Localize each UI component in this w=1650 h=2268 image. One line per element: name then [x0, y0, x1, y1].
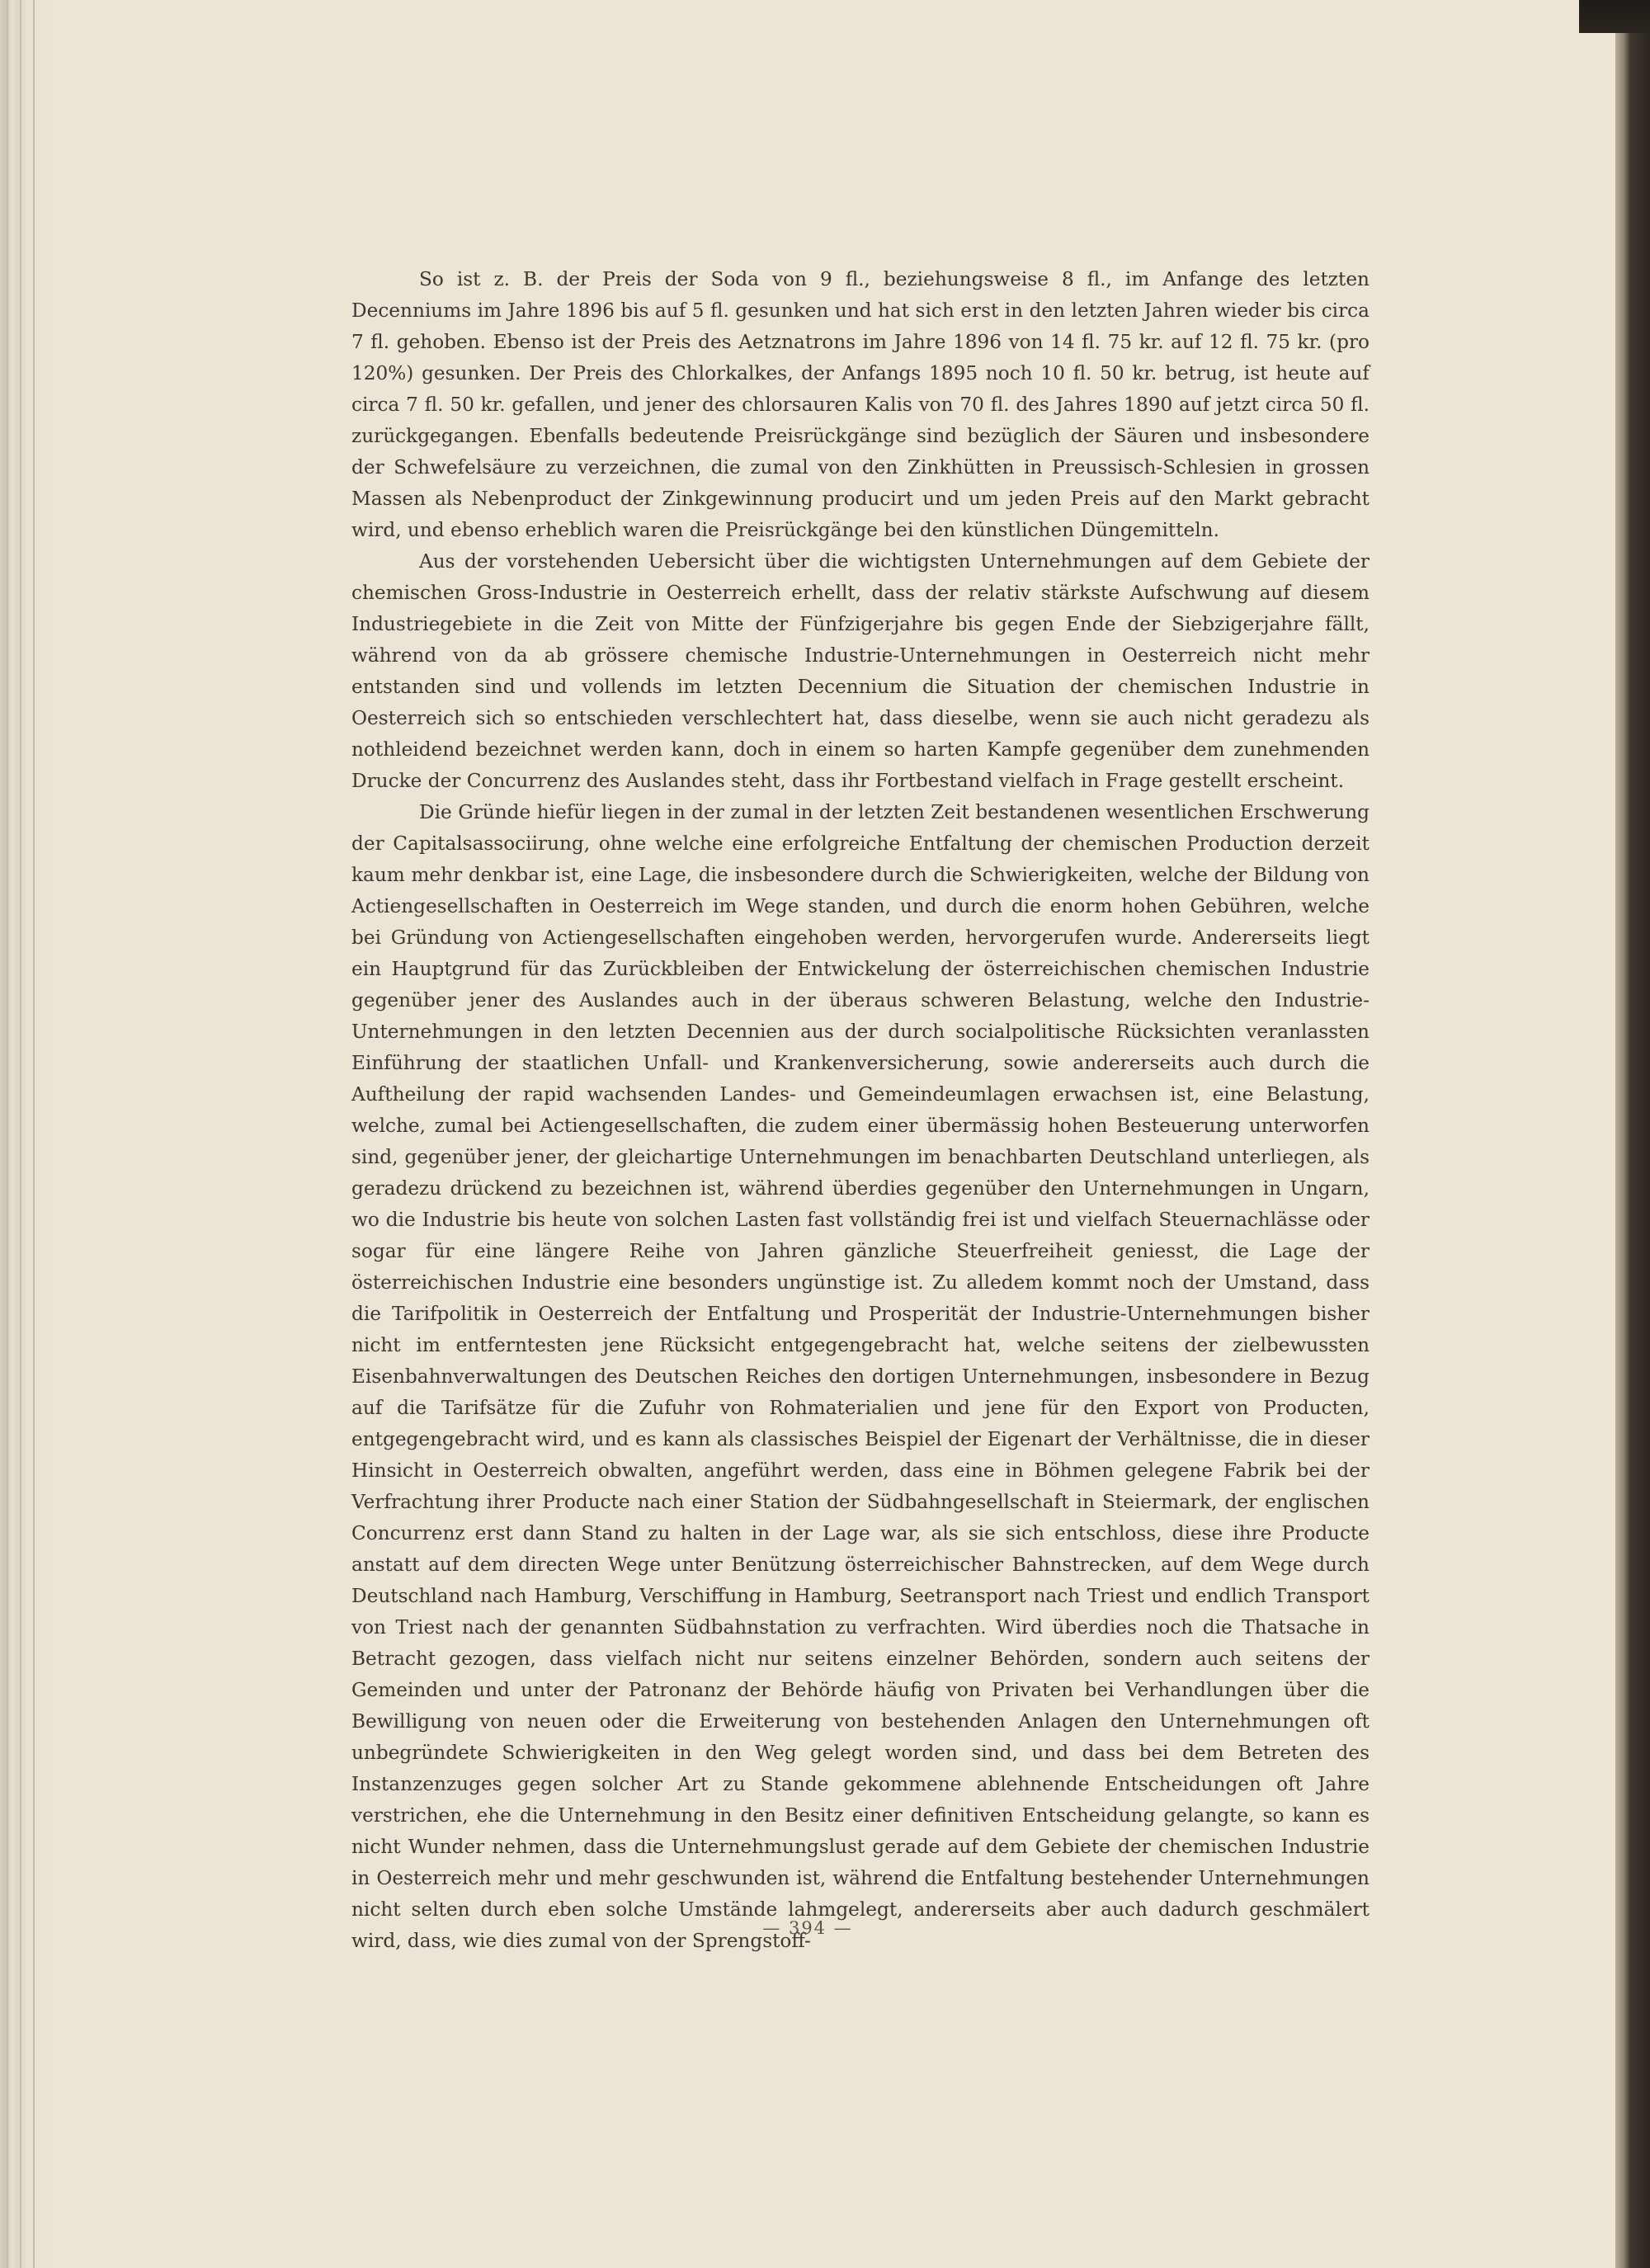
paragraph: So ist z. B. der Preis der Soda von 9 fl., beziehungsweise 8 fl., im Anfange des letzten Decenniums im Jahre 1896 bis auf 5 fl. gesunken und hat sich erst in den letzten Jahren wieder bis circa 7 fl. gehoben. Ebenso ist der Preis des Aetznatrons im Jahre 1896 von 14 fl. 75 kr. auf 12 fl. 75 kr. (pro 120%) gesunken. Der Preis des Chlorkalkes, der Anfangs 1895 noch 10 fl. 50 kr. betrug, ist heute auf circa 7 fl. 50 kr. gefallen, und jener des chlorsauren Kalis von 70 fl. des Jahres 1890 auf jetzt circa 50 fl. zurückgegangen. Ebenfalls bedeutende Preisrückgänge sind bezüglich der Säuren und insbesondere der Schwefelsäure zu verzeichnen, die zumal von den Zinkhütten in Preussisch-Schlesien in grossen Massen als Nebenproduct der Zinkgewinnung producirt und um jeden Preis auf den Markt gebracht wird, und ebenso erheblich waren die Preisrückgänge bei den künstlichen Düngemitteln.: [351, 268, 1370, 541]
page-number: — 394 —: [762, 1918, 853, 1938]
binding-gutter: [1615, 0, 1650, 2268]
paragraph: Die Gründe hiefür liegen in der zumal in der letzten Zeit bestandenen wesentlichen Erschwerung der Capitalsassociirung, ohne welche eine erfolgreiche Entfaltung der chemischen Production derzeit kaum mehr denkbar ist, eine Lage, die insbesondere durch die Schwierigkeiten, welche der Bildung von Actiengesellschaften in Oesterreich im Wege standen, und durch die enorm hohen Gebühren, welche bei Gründung von Actiengesellschaften eingehoben werden, hervorgerufen wurde. Andererseits liegt ein Hauptgrund für das Zurückbleiben der Entwickelung der österreichischen chemischen Industrie gegenüber jener des Auslandes auch in der überaus schweren Belastung, welche den Industrie-Unternehmungen in den letzten Decennien aus der durch socialpolitische Rücksichten veranlassten Einführung der staatlichen Unfall- und Krankenversicherung, sowie andererseits auch durch die Auftheilung der rapid wachsenden Landes- und Gemeindeumlagen erwachsen ist, eine Belastung, welche, zumal bei Actiengesellschaften, die zudem einer übermässig hohen Besteuerung unterworfen sind, gegenüber jener, der gleichartige Unternehmungen im benachbarten Deutschland unterliegen, als geradezu drückend zu bezeichnen ist, während überdies gegenüber den Unternehmungen in Ungarn, wo die Industrie bis heute von solchen Lasten fast vollständig frei ist und vielfach Steuernachlässe oder sogar für eine längere Reihe von Jahren gänzliche Steuerfreiheit geniesst, die Lage der österreichischen Industrie eine besonders ungünstige ist. Zu alledem kommt noch der Umstand, dass die Tarifpolitik in Oesterreich der Entfaltung und Prosperität der Industrie-Unternehmungen bisher nicht im entferntesten jene Rücksicht entgegengebracht hat, welche seitens der zielbewussten Eisenbahnverwaltungen des Deutschen Reiches den dortigen Unternehmungen, insbesondere in Bezug auf die Tarifsätze für die Zufuhr von Rohmaterialien und jene für den Export von Producten, entgegengebracht wird, und es kann als classisches Beispiel der Eigenart der Verhältnisse, die in dieser Hinsicht in Oesterreich obwalten, angeführt werden, dass eine in Böhmen gelegene Fabrik bei der Verfrachtung ihrer Producte nach einer Station der Südbahngesellschaft in Steiermark, der englischen Concurrenz erst dann Stand zu halten in der Lage war, als sie sich entschloss, diese ihre Producte anstatt auf dem directen Wege unter Benützung österreichischer Bahnstrecken, auf dem Wege durch Deutschland nach Hamburg, Verschiffung in Hamburg, Seetransport nach Triest und endlich Transport von Triest nach der genannten Südbahnstation zu verfrachten. Wird überdies noch die Thatsache in Betracht gezogen, dass vielfach nicht nur seitens einzelner Behörden, sondern auch seitens der Gemeinden und unter der Patronanz der Behörde häufig von Privaten bei Verhandlungen über die Bewilligung von neuen oder die Erweiterung von bestehenden Anlagen den Unternehmungen oft unbegründete Schwierigkeiten in den Weg gelegt worden sind, und dass bei dem Betreten des Instanzenzuges gegen solcher Art zu Stande gekommene ablehnende Entscheidungen oft Jahre verstrichen, ehe die Unternehmung in den Besitz einer definitiven Entscheidung gelangte, so kann es nicht Wunder nehmen, dass die Unternehmungslust gerade auf dem Gebiete der chemischen Industrie in Oesterreich mehr und mehr geschwunden ist, während die Entfaltung bestehender Unternehmungen nicht selten durch eben solche Umstände lahmgelegt, andererseits aber auch dadurch geschmälert wird, dass, wie dies zumal von der Sprengstoff-: [351, 801, 1370, 1952]
paragraph: Aus der vorstehenden Uebersicht über die wichtigsten Unternehmungen auf dem Gebiete der chemischen Gross-Industrie in Oesterreich erhellt, dass der relativ stärkste Aufschwung auf diesem Industriegebiete in die Zeit von Mitte der Fünfzigerjahre bis gegen Ende der Siebzigerjahre fällt, während von da ab grössere chemische Industrie-Unternehmungen in Oesterreich nicht mehr entstanden sind und vollends im letzten Decennium die Situation der chemischen Industrie in Oesterreich sich so entschieden verschlechtert hat, dass dieselbe, wenn sie auch nicht geradezu als nothleidend bezeichnet werden kann, doch in einem so harten Kampfe gegenüber dem zunehmenden Drucke der Concurrenz des Auslandes steht, dass ihr Fortbestand vielfach in Frage gestellt erscheint.: [351, 550, 1370, 792]
binding-corner: [1579, 0, 1650, 33]
body-text: [351, 264, 1370, 1957]
